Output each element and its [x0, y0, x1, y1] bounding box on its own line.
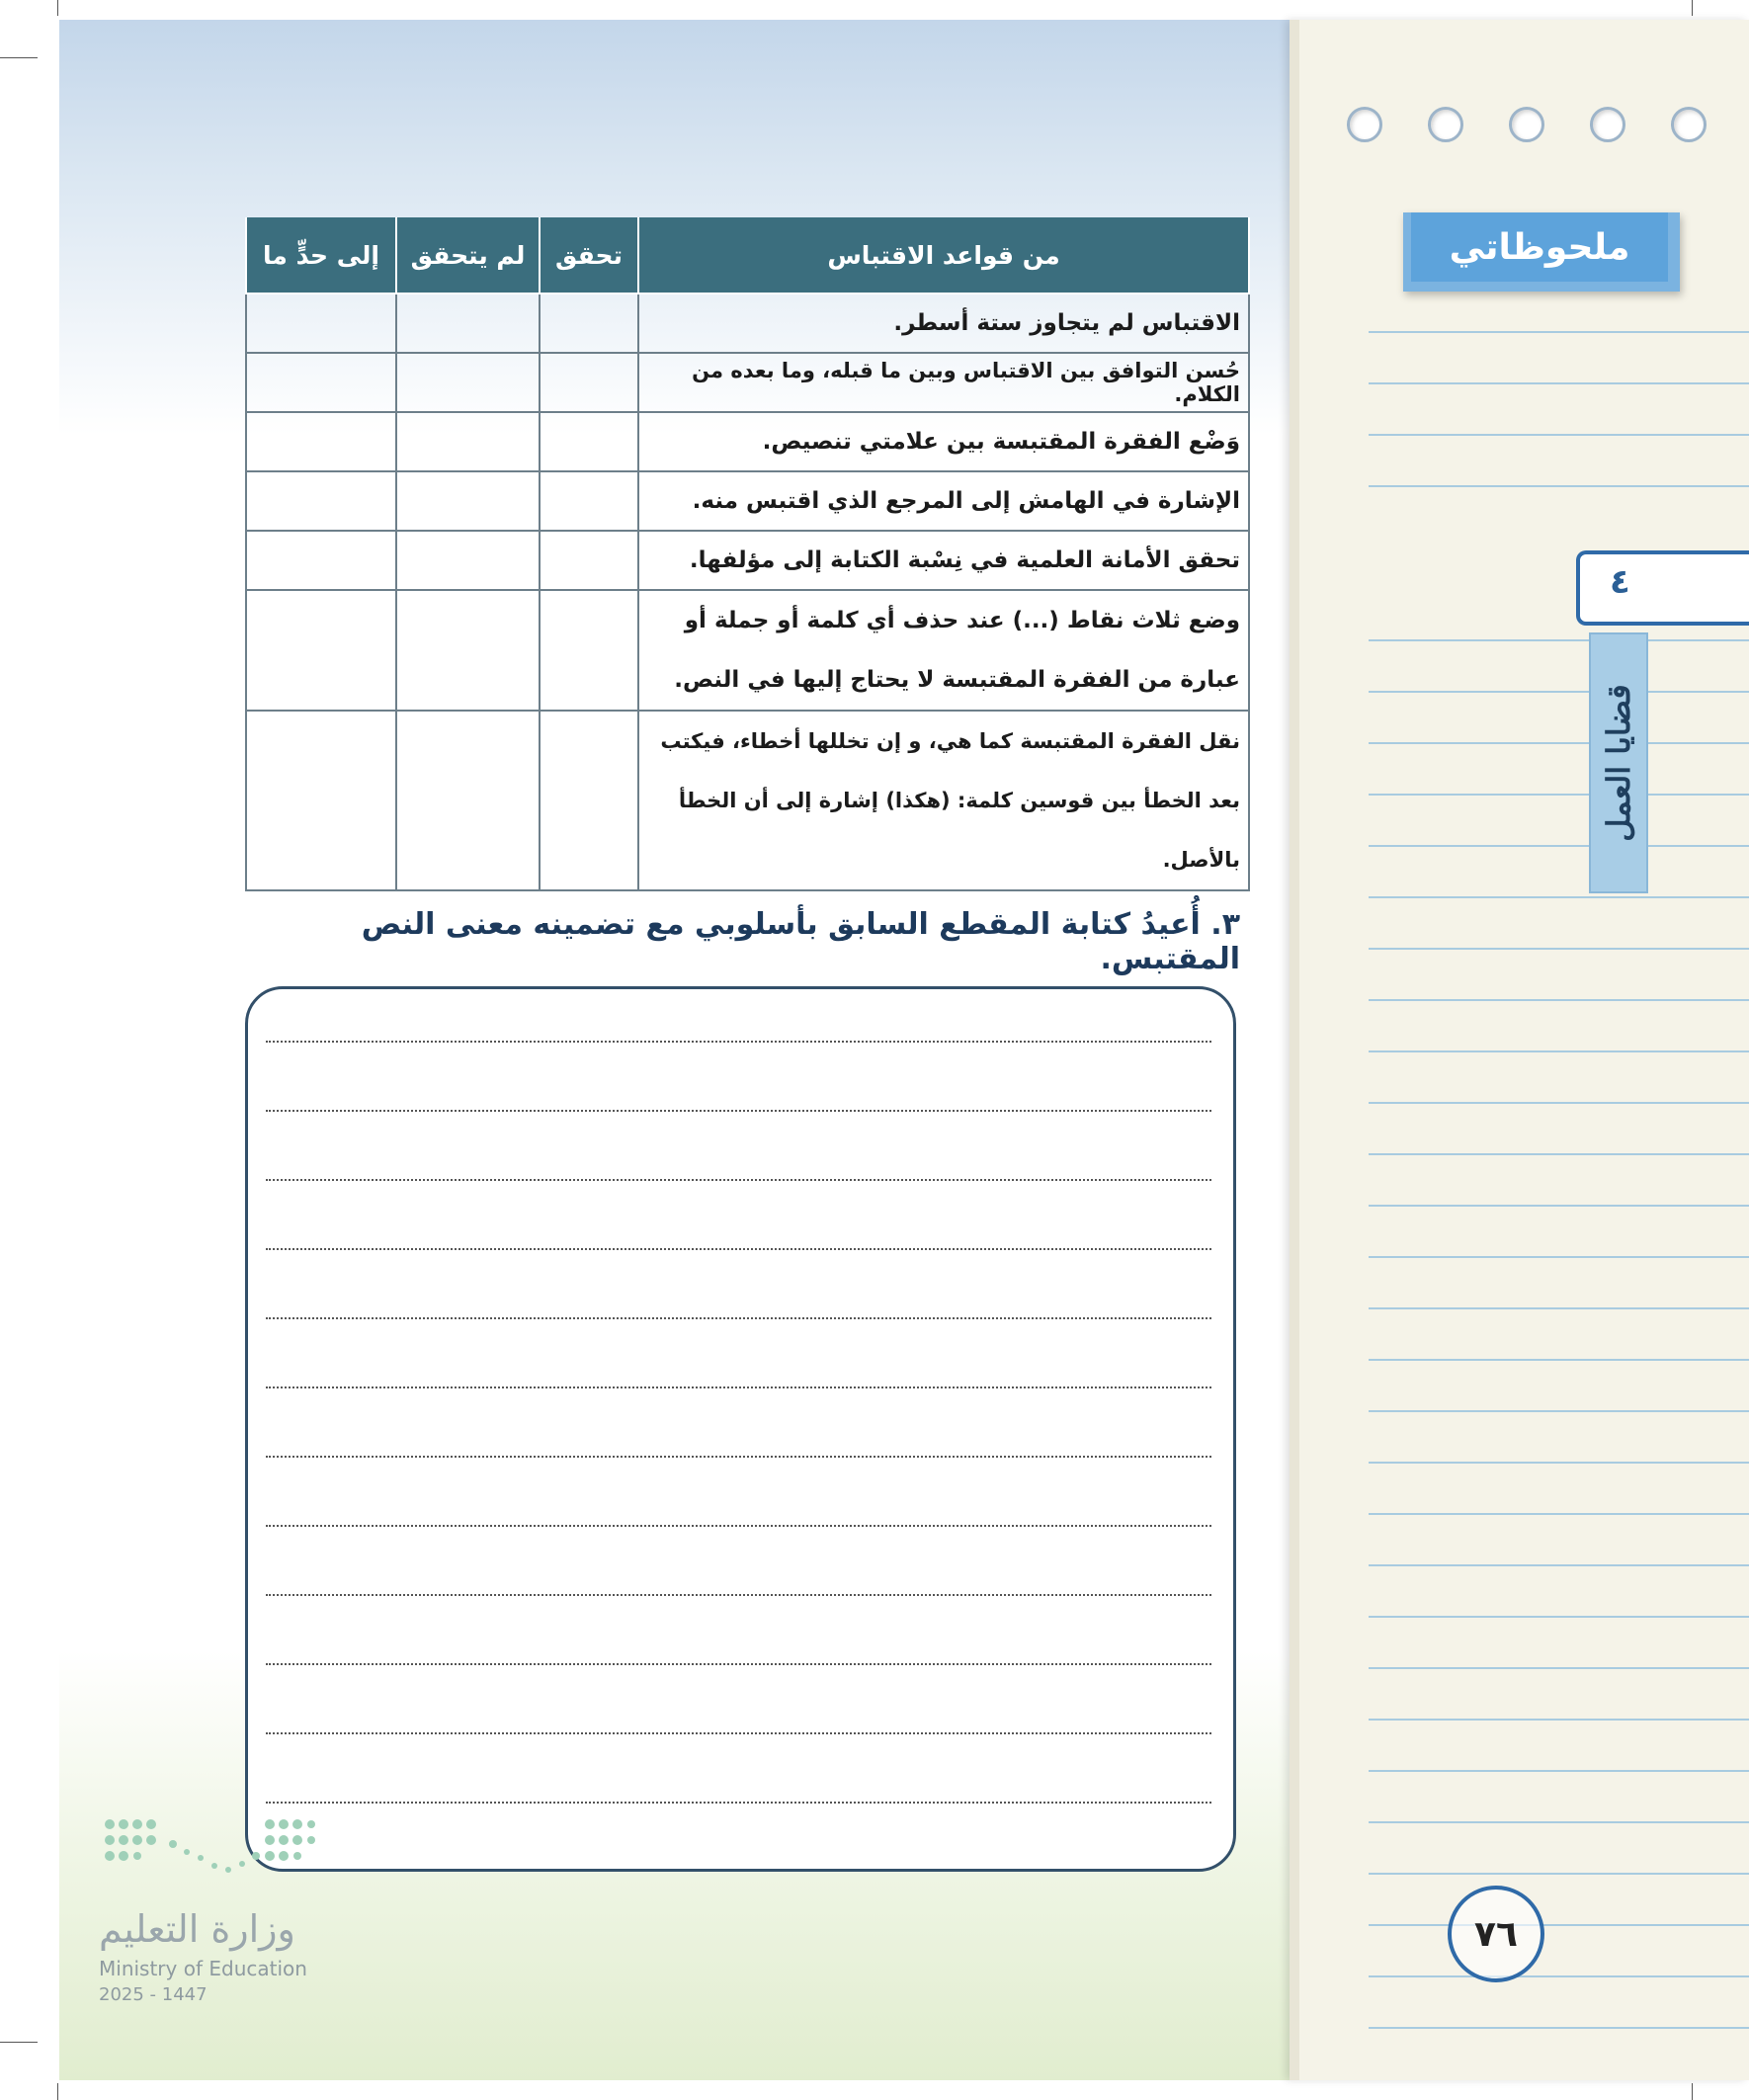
header-achieved: تحقق: [540, 217, 638, 294]
crop-mark: [57, 0, 58, 16]
notes-rule-line: [1369, 382, 1749, 384]
check-cell-partially[interactable]: [246, 471, 396, 531]
notes-rule-line: [1369, 794, 1749, 796]
unit-number-box: [1576, 550, 1749, 626]
notes-tab: [1403, 212, 1680, 292]
notes-tab-label: ملحوظاتي: [1411, 212, 1668, 282]
notes-rule-line: [1369, 1359, 1749, 1361]
rule-text: نقل الفقرة المقتبسة كما هي، و إن تخللها أخطاء، فيكتب بعد الخطأ بين قوسين كلمة: (هكذا) إشارة إلى أن الخطأ بالأصل.: [638, 711, 1249, 890]
ministry-name-arabic: وزارة التعليم: [99, 1907, 295, 1951]
check-cell-not-achieved[interactable]: [396, 294, 540, 353]
notes-rule-line: [1369, 1256, 1749, 1258]
check-cell-achieved[interactable]: [540, 471, 638, 531]
crop-mark: [57, 2083, 58, 2100]
unit-title: قضايا العمل: [1600, 684, 1637, 842]
answer-line: [266, 1456, 1211, 1458]
notes-rule-line: [1369, 948, 1749, 950]
table-header-row: [246, 217, 1249, 294]
notes-rule-line: [1369, 845, 1749, 847]
check-cell-partially[interactable]: [246, 590, 396, 711]
question-3: ٣. أُعيدُ كتابة المقطع السابق بأسلوبي مع تضمينه معنى النص المقتبس.: [361, 907, 1240, 976]
table-row: [246, 471, 1249, 531]
page-number: ٧٦: [1448, 1886, 1544, 1982]
notes-rule-line: [1369, 1102, 1749, 1104]
rule-text: الإشارة في الهامش إلى المرجع الذي اقتبس منه.: [638, 471, 1249, 531]
header-rule: من قواعد الاقتباس: [638, 217, 1249, 294]
notes-rule-line: [1369, 1462, 1749, 1464]
answer-line: [266, 1179, 1211, 1181]
notes-rule-line: [1369, 1564, 1749, 1566]
check-cell-achieved[interactable]: [540, 353, 638, 412]
check-cell-not-achieved[interactable]: [396, 471, 540, 531]
header-not-achieved: لم يتحقق: [396, 217, 540, 294]
crop-mark: [0, 57, 38, 58]
check-cell-achieved[interactable]: [540, 711, 638, 890]
notes-rule-line: [1369, 1513, 1749, 1515]
notes-rule-line: [1369, 1050, 1749, 1052]
answer-writing-box[interactable]: [245, 986, 1236, 1872]
check-cell-not-achieved[interactable]: [396, 711, 540, 890]
header-partially: إلى حدٍّ ما: [246, 217, 396, 294]
notes-rule-line: [1369, 1410, 1749, 1412]
check-cell-partially[interactable]: [246, 353, 396, 412]
answer-line: [266, 1594, 1211, 1596]
binder-ring-icon: [1590, 107, 1625, 142]
notes-rule-line: [1369, 896, 1749, 898]
notes-rule-line: [1369, 1153, 1749, 1155]
rule-text: وَضْع الفقرة المقتبسة بين علامتي تنصيص.: [638, 412, 1249, 471]
answer-line: [266, 1525, 1211, 1527]
check-cell-partially[interactable]: [246, 711, 396, 890]
check-cell-achieved[interactable]: [540, 531, 638, 590]
notes-rule-line: [1369, 1873, 1749, 1875]
rule-text: وضع ثلاث نقاط (...) عند حذف أي كلمة أو جملة أو عبارة من الفقرة المقتبسة لا يحتاج إليها في النص.: [638, 590, 1249, 711]
ministry-logo-icon: [104, 1818, 316, 1897]
notes-rule-line: [1369, 999, 1749, 1001]
notes-rule-line: [1369, 1821, 1749, 1823]
binder-ring-icon: [1347, 107, 1382, 142]
table-row: [246, 531, 1249, 590]
answer-line: [266, 1110, 1211, 1112]
rule-text: الاقتباس لم يتجاوز ستة أسطر.: [638, 294, 1249, 353]
binder-ring-icon: [1509, 107, 1544, 142]
edition-year: 2025 - 1447: [99, 1984, 208, 2005]
table-row: [246, 590, 1249, 711]
crop-mark: [1692, 0, 1693, 16]
check-cell-achieved[interactable]: [540, 590, 638, 711]
binder-ring-icon: [1428, 107, 1463, 142]
notes-rule-line: [1369, 1719, 1749, 1721]
notes-rule-line: [1369, 1975, 1749, 1977]
unit-title-tab: [1589, 632, 1648, 893]
answer-line: [266, 1386, 1211, 1388]
unit-number: ٤: [1610, 562, 1630, 602]
notes-rule-line: [1369, 691, 1749, 693]
check-cell-partially[interactable]: [246, 412, 396, 471]
binder-ring-icon: [1671, 107, 1707, 142]
notes-rule-line: [1369, 1770, 1749, 1772]
notes-panel-edge: [1290, 20, 1299, 2080]
check-cell-not-achieved[interactable]: [396, 412, 540, 471]
answer-line: [266, 1248, 1211, 1250]
table-row: [246, 412, 1249, 471]
check-cell-not-achieved[interactable]: [396, 590, 540, 711]
quotation-rules-table: [245, 217, 1250, 891]
answer-line: [266, 1041, 1211, 1043]
notes-rule-line: [1369, 434, 1749, 436]
crop-mark: [1692, 2083, 1693, 2100]
notes-rule-line: [1369, 1205, 1749, 1207]
table-row: [246, 353, 1249, 412]
answer-line: [266, 1732, 1211, 1734]
notes-rule-line: [1369, 1667, 1749, 1669]
notes-rule-line: [1369, 1616, 1749, 1618]
check-cell-not-achieved[interactable]: [396, 353, 540, 412]
check-cell-partially[interactable]: [246, 294, 396, 353]
check-cell-achieved[interactable]: [540, 294, 638, 353]
notes-rule-line: [1369, 1924, 1749, 1926]
crop-mark: [0, 2042, 38, 2043]
notes-rule-line: [1369, 331, 1749, 333]
table-row: [246, 294, 1249, 353]
answer-line: [266, 1802, 1211, 1804]
table-row: [246, 711, 1249, 890]
check-cell-not-achieved[interactable]: [396, 531, 540, 590]
notes-rule-line: [1369, 742, 1749, 744]
check-cell-achieved[interactable]: [540, 412, 638, 471]
answer-line: [266, 1317, 1211, 1319]
check-cell-partially[interactable]: [246, 531, 396, 590]
notes-rule-line: [1369, 2027, 1749, 2029]
ministry-name-english: Ministry of Education: [99, 1957, 307, 1980]
rule-text: حُسن التوافق بين الاقتباس وبين ما قبله، وما بعده من الكلام.: [638, 353, 1249, 412]
notes-rule-line: [1369, 485, 1749, 487]
notes-rule-line: [1369, 1307, 1749, 1309]
notes-rule-line: [1369, 639, 1749, 641]
rule-text: تحقق الأمانة العلمية في نِسْبة الكتابة إلى مؤلفها.: [638, 531, 1249, 590]
answer-line: [266, 1663, 1211, 1665]
